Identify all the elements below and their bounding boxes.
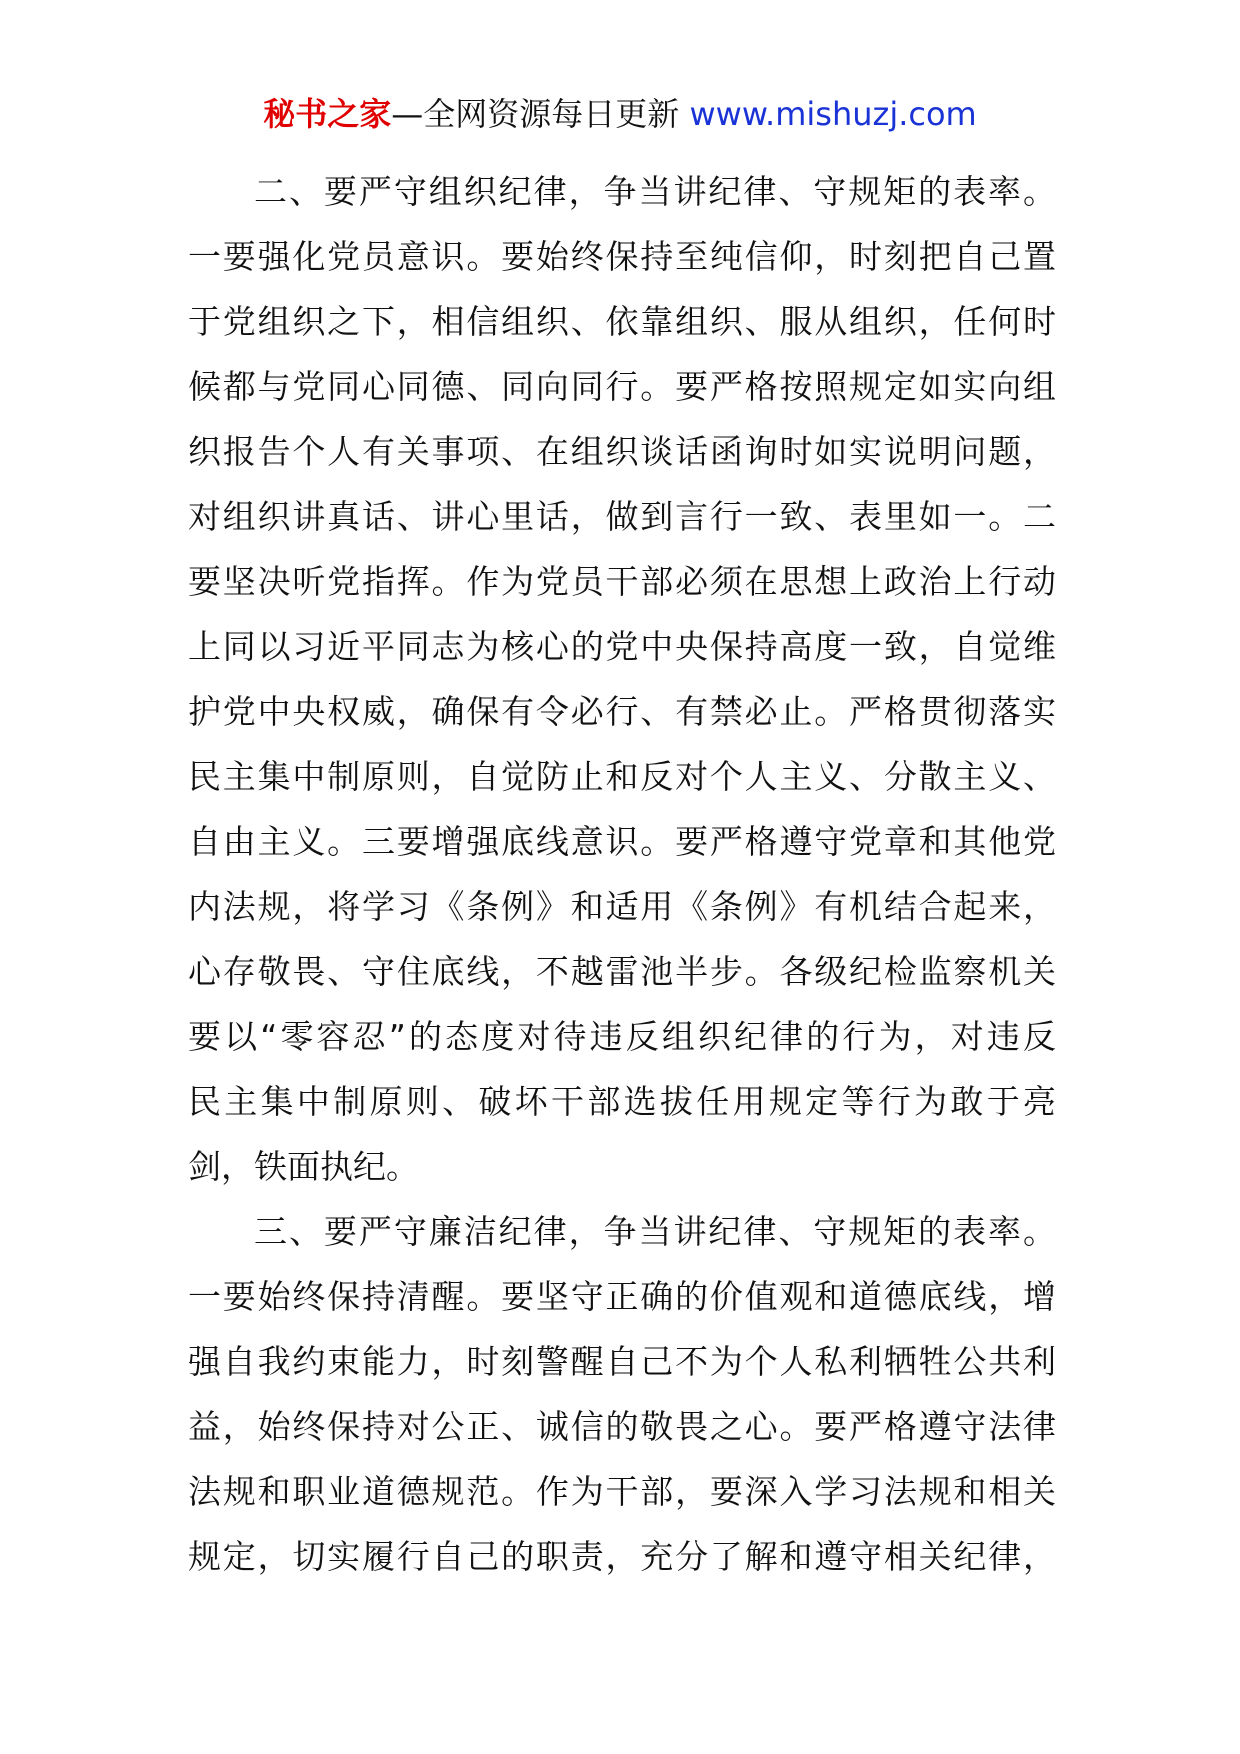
paragraph-line: 二、要严守组织纪律，争当讲纪律、守规矩的表率。 (254, 172, 1056, 211)
paragraph-line: 内法规，将学习《条例》和适用《条例》有机结合起来， (188, 887, 1056, 926)
paragraph-line: 自由主义。三要增强底线意识。要严格遵守党章和其他党 (188, 822, 1056, 861)
paragraph-line: 民主集中制原则、破坏干部选拔任用规定等行为敢于亮 (188, 1082, 1056, 1121)
paragraph-line: 护党中央权威，确保有令必行、有禁必止。严格贯彻落实 (188, 692, 1056, 731)
paragraph-line: 一要始终保持清醒。要坚守正确的价值观和道德底线，增 (188, 1277, 1056, 1316)
document-body (188, 159, 1056, 1589)
paragraph-line: 上同以习近平同志为核心的党中央保持高度一致，自觉维 (188, 627, 1056, 666)
site-url-link[interactable]: www.mishuzj.com (689, 95, 977, 133)
paragraph-integrity-discipline (188, 1199, 1056, 1589)
paragraph-line: 益，始终保持对公正、诚信的敬畏之心。要严格遵守法律 (188, 1407, 1056, 1446)
paragraph-line: 织报告个人有关事项、在组织谈话函询时如实说明问题， (188, 432, 1056, 471)
header-tagline: —全网资源每日更新 (391, 95, 690, 133)
paragraph-line: 心存敬畏、守住底线，不越雷池半步。各级纪检监察机关 (188, 952, 1056, 991)
paragraph-line: 要坚决听党指挥。作为党员干部必须在思想上政治上行动 (188, 562, 1056, 601)
brand-name: 秘书之家 (263, 95, 392, 133)
paragraph-line: 三、要严守廉洁纪律，争当讲纪律、守规矩的表率。 (254, 1212, 1056, 1251)
paragraph-line: 候都与党同心同德、同向同行。要严格按照规定如实向组 (188, 367, 1056, 406)
paragraph-line: 剑，铁面执纪。 (188, 1147, 419, 1186)
paragraph-line: 要以“零容忍”的态度对待违反组织纪律的行为，对违反 (188, 1017, 1056, 1056)
paragraph-line: 强自我约束能力，时刻警醒自己不为个人私利牺牲公共利 (188, 1342, 1056, 1381)
paragraph-organization-discipline (188, 159, 1056, 1199)
paragraph-line: 规定，切实履行自己的职责，充分了解和遵守相关纪律， (188, 1537, 1056, 1576)
paragraph-line: 法规和职业道德规范。作为干部，要深入学习法规和相关 (188, 1472, 1056, 1511)
page-header (0, 94, 1240, 134)
paragraph-line: 于党组织之下，相信组织、依靠组织、服从组织，任何时 (188, 302, 1056, 341)
paragraph-line: 对组织讲真话、讲心里话，做到言行一致、表里如一。二 (188, 497, 1056, 536)
paragraph-line: 一要强化党员意识。要始终保持至纯信仰，时刻把自己置 (188, 237, 1056, 276)
paragraph-line: 民主集中制原则，自觉防止和反对个人主义、分散主义、 (188, 757, 1056, 796)
